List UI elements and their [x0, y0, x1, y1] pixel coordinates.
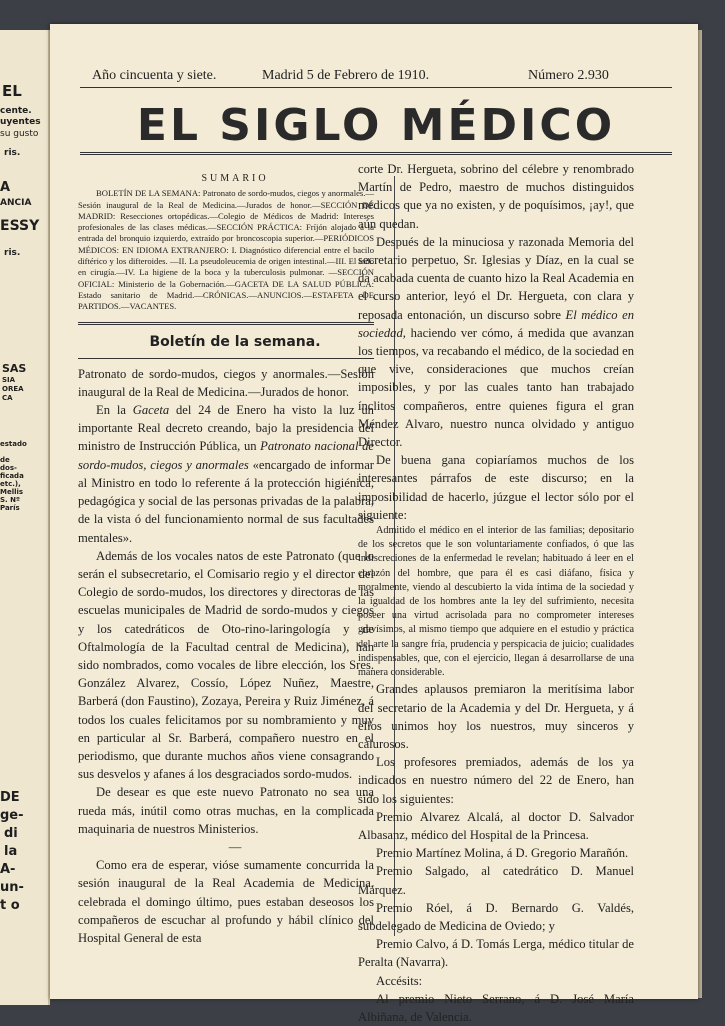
strip-text: ris. — [4, 248, 21, 258]
strip-text: S. Nº — [0, 496, 20, 504]
strip-text: la — [4, 844, 18, 859]
header-date: Madrid 5 de Febrero de 1910. — [262, 68, 430, 83]
italic-run: Patronato nacional de sordo-mudos, ciegos y anormales — [78, 439, 374, 472]
strip-text: París — [0, 504, 20, 512]
masthead-rule — [80, 152, 672, 155]
boletin-paragraph: Como era de esperar, vióse sumamente concurrida la sesión inaugural de la Real Academia de Medicina, celebrada el domingo último, pues estaban deseosos los compañeros de escuchar al profundo y hábil clínico del Hospital General de esta — [78, 858, 374, 945]
italic-run: El médico en sociedad, — [358, 307, 634, 340]
sumario-title: SUMARIO — [201, 173, 269, 184]
boletin-paragraph: Además de los vocales natos de este Patronato (que lo serán el subsecretario, el Comisario regio y el director del Colegio de sordo-mudos, los directores y directoras de las escuelas municipales de Madrid de sordo-mudos y ciegos y los catedráticos de Oto-rino-laringología y de Oftalmología de la Facultad central de Medicina), han sido nombrados, como vocales de libre elección, los Sres. González Alvarez, Cossío, López Nuñez, Maestre, Barberá (don Faustino), Zozaya, Pereira y Ruiz Jiménez, á todos los cuales felicitamos por su nombramiento y muy en particular al Sr. Barberá, compañero nuestro en el periodismo, que durante muchos años viene consagrando sus desvelos y afanes á los desgraciados sordo-mudos. — [78, 548, 374, 782]
boletin-rule — [78, 322, 374, 325]
strip-text: ANCIA — [0, 198, 32, 208]
article-paragraph: corte Dr. Hergueta, sobrino del célebre y renombrado Martín de Pedro, maestro de muchos distinguidos médicos que ya no existen, y de poquísimos, ¡ay!, que aún quedan. — [358, 162, 634, 231]
text-run: del 24 de Enero ha visto la luz un importante Real decreto creando, bajo la presidencia del ministro de Instrucción Pública, un — [78, 403, 374, 454]
masthead-title: EL SIGLO MÉDICO — [136, 100, 616, 151]
strip-text: CA — [2, 394, 13, 402]
strip-text: EL — [2, 82, 22, 100]
header-rule — [80, 87, 672, 88]
header-number: Número 2.930 — [528, 68, 609, 83]
text-run: haciendo ver cómo, á medida que avanzan los tiempos, va recabando el médico, de la sociedad en que vive, consideraciones que muchos creían imposibles, y por las cuales tanto han trabajado ínclitos compañeros, entre quienes figura el gran Méndez Alvaro, nuestro nunca olvidado y antiguo Director. — [358, 325, 634, 450]
boletin-title: Boletín de la semana. — [149, 334, 321, 351]
award-item: Premio Calvo, á D. Tomás Lerga, médico titular de Peralta (Navarra). — [358, 937, 634, 970]
strip-text: uyentes — [0, 117, 41, 127]
article-paragraph: De buena gana copiaríamos muchos de los interesantes párrafos de este discurso; en la imposibilidad de hacerlo, júzgue el lector sólo por el siguiente: — [358, 453, 634, 522]
text-run: En la — [96, 403, 133, 418]
strip-text: dos- — [0, 464, 17, 472]
strip-text: Mellis — [0, 488, 24, 496]
italic-run: Gaceta — [132, 403, 170, 418]
strip-text: ris. — [4, 148, 21, 158]
strip-text: estado — [0, 440, 27, 448]
strip-text: t o — [0, 898, 20, 913]
award-item: Premio Alvarez Alcalá, al doctor D. Salvador Albasanz, médico del Hospital de la Princesa. — [358, 809, 634, 842]
award-item: Premio Róel, á D. Bernardo G. Valdés, subdelegado de Medicina de Oviedo; y — [358, 900, 634, 933]
strip-text: ESSY — [0, 218, 40, 234]
boletin-paragraph: De desear es que este nuevo Patronato no sea una rueda más, inútil como otras muchas, en la complicada maquinaria de nuestros Ministerios. — [78, 785, 374, 836]
left-column — [78, 170, 374, 947]
article-paragraph: Los profesores premiados, además de los ya indicados en nuestro número del 22 de Enero, han sido los siguientes: — [358, 755, 634, 806]
section-separator: — — [228, 839, 242, 854]
newspaper-page — [50, 24, 698, 1024]
boletin-paragraph — [78, 401, 374, 547]
award-item: Premio Salgado, al catedrático D. Manuel Márquez. — [358, 864, 634, 897]
strip-text: de — [0, 456, 10, 464]
strip-text: SAS — [2, 362, 27, 375]
strip-text: di — [4, 826, 18, 841]
strip-text: A- — [0, 862, 16, 877]
strip-text: su gusto — [0, 129, 39, 139]
strip-text: DE — [0, 790, 20, 805]
text-run: Después de la minuciosa y razonada Memoria del secretario perpetuo, Sr. Iglesias y Díaz, en la cual se da acabada cuenta de cuanto hizo la Real Academia en el curso anterior, leyó el Dr. Hergueta, con clara y reposada entonación, un discurso sobre — [358, 234, 634, 322]
boletin-subtitle: Patronato de sordo-mudos, ciegos y anormales.—Sesión inaugural de la Real de Medicina.—Jurados de honor. — [78, 366, 374, 399]
article-paragraph — [358, 233, 634, 451]
strip-text: un- — [0, 880, 24, 895]
accesits-label: Accésits: — [376, 973, 423, 988]
article-paragraph: Grandes aplausos premiaron la meritísima labor del secretario de la Academia y del Dr. Hergueta, y á ellos unimos hoy los nuestros, muy sinceros y calurosos. — [358, 682, 634, 751]
boletin-title-rule — [78, 358, 374, 359]
strip-text: cente. — [0, 106, 32, 116]
strip-text: ficada — [0, 472, 24, 480]
strip-text: SIA — [2, 376, 16, 384]
strip-text: OREA — [2, 385, 24, 393]
strip-text: etc.), — [0, 480, 21, 488]
quote-block: Admitido el médico en el interior de las familias; depositario de los secretos que le son voluntariamente confiados, ó que las indiscreciones de la enfermedad le revelan; habituado á leer en el corazón del hombre, que para él es casi diáfano, física y moralmente, viendo al descubierto la vida íntima de la sociedad y la igualdad de los hombres ante la ley del sufrimiento, necesita poseer una virtud acrisolada para no comprometer intereses gravísimos, al mismo tiempo que adquiere en el estudio y práctica del arte la sangre fría, prudencia y perspicacia de juicio; cualidades indispensables, que, con el ejercicio, llegan á desarrollarse de una manera considerable. — [358, 525, 634, 679]
sumario-text: BOLETÍN DE LA SEMANA: Patronato de sordo-mudos, ciegos y anormales.—Sesión inaugural de la Real de Medicina.—Jurados de honor.—SECCIÓN DE MADRID: Resecciones ortopédicas.—Colegio de Médicos de Madrid: Intereses profesionales de las clases médicas.—SECCIÓN PRÁCTICA: Fríjón alojado á la entrada del bronquio izquierdo, extraído por broncoscopia superior.—PERIÓDICOS MÉDICOS: EN IDIOMA EXTRANJERO: I. Diagnóstico diferencial entre el bacilo diftérico y los difteroides. —II. La pseudoleucemia de origen intestinal.—III. El iodo en cirugía.—IV. La higiene de la boca y la tuberculosis pulmonar. —SECCIÓN OFICIAL: Ministerio de la Gobernación.—GACETA DE LA SALUD PÚBLICA: Estado sanitario de Madrid.—CRÓNICAS.—ANUNCIOS.—ESTAFETA DE PARTIDOS.—VACANTES. — [78, 188, 374, 312]
award-item: Al premio Nieto Serrano, á D. José María Albiñana, de Valencia. — [358, 991, 634, 1024]
strip-text: ge- — [0, 808, 24, 823]
strip-text: A — [0, 180, 11, 195]
header-year: Año cincuenta y siete. — [92, 68, 217, 83]
right-column — [358, 160, 634, 1026]
text-run: «encargado de informar al Ministro en todo lo referente á la protección higiénica, pedagógica y social de las personas privadas de la palabra, de la vista ó del funcionamiento normal de sus facultades mentales». — [78, 457, 374, 545]
adjacent-page-strip — [0, 30, 50, 1005]
award-item: Premio Martínez Molina, á D. Gregorio Marañón. — [376, 846, 629, 861]
